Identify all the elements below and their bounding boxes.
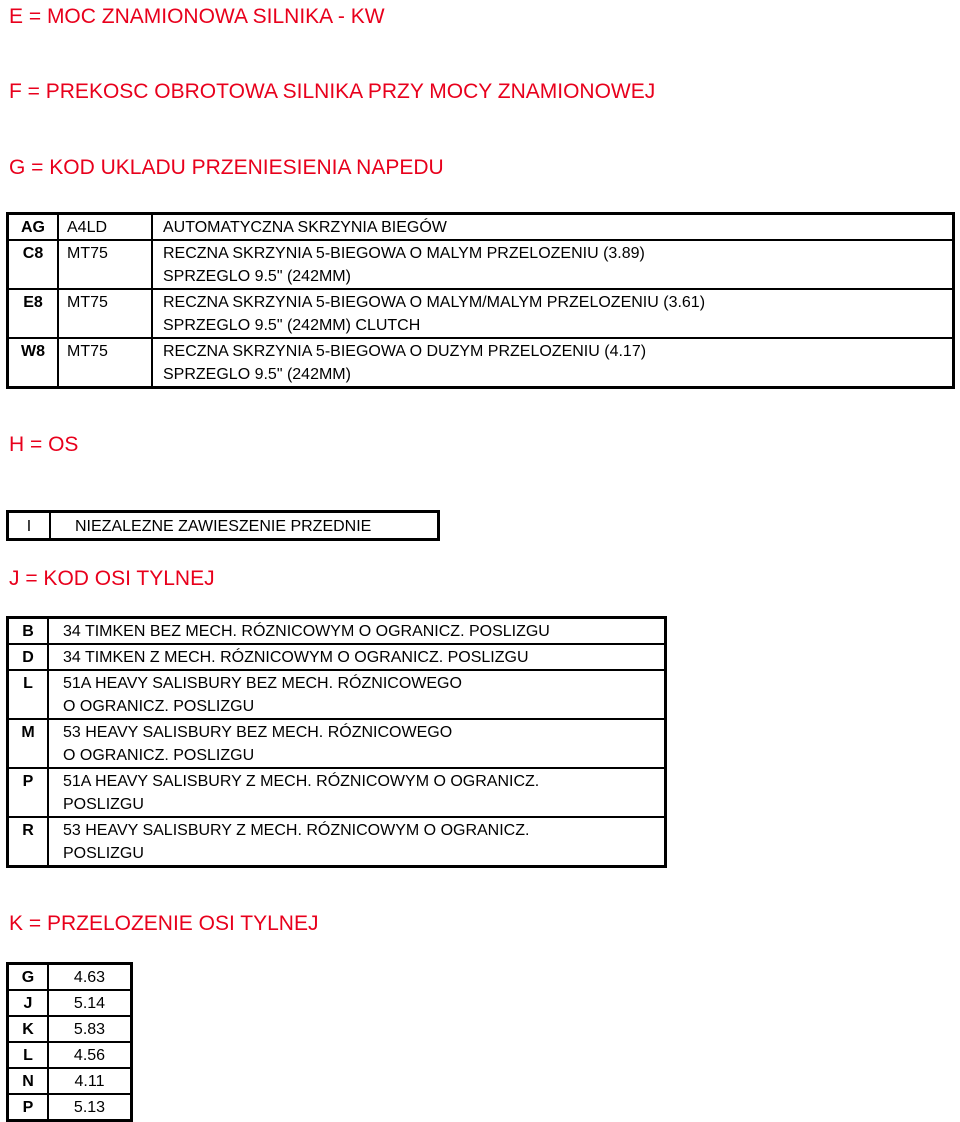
table-row xyxy=(8,670,666,719)
desc-line1: 34 TIMKEN BEZ MECH. RÓZNICOWYM O OGRANICZ. POSLIZGU xyxy=(63,623,550,640)
heading-j: J = KOD OSI TYLNEJ xyxy=(9,567,215,590)
rear-axle-desc xyxy=(48,618,666,645)
rear-axle-desc xyxy=(48,670,666,719)
rear-axle-table xyxy=(6,616,667,868)
desc-line1: AUTOMATYCZNA SKRZYNIA BIEGÓW xyxy=(163,219,447,236)
heading-g: G = KOD UKLADU PRZENIESIENIA NAPEDU xyxy=(9,156,444,179)
rear-axle-desc xyxy=(48,719,666,768)
ratio-value: 4.63 xyxy=(73,969,106,986)
desc-line1: 53 HEAVY SALISBURY Z MECH. RÓZNICOWYM O OGRANICZ. xyxy=(63,822,530,839)
table-row xyxy=(8,1042,132,1068)
desc-line1: 34 TIMKEN Z MECH. RÓZNICOWYM O OGRANICZ. POSLIZGU xyxy=(63,649,529,666)
rear-axle-code: D xyxy=(8,644,49,670)
desc-line2: SPRZEGLO 9.5" (242MM) xyxy=(163,268,351,285)
table-row xyxy=(8,1016,132,1042)
rear-axle-desc xyxy=(48,817,666,867)
desc-line2: SPRZEGLO 9.5" (242MM) CLUTCH xyxy=(163,317,421,334)
table-row xyxy=(8,719,666,768)
desc-line1: RECZNA SKRZYNIA 5-BIEGOWA O MALYM/MALYM PRZELOZENIU (3.61) xyxy=(163,294,706,311)
table-row xyxy=(8,990,132,1016)
table-row xyxy=(8,240,954,289)
ratio-code: P xyxy=(8,1094,49,1121)
table-row xyxy=(8,338,954,388)
table-row xyxy=(8,618,666,645)
table-row xyxy=(8,768,666,817)
desc-line1: 51A HEAVY SALISBURY BEZ MECH. RÓZNICOWEGO xyxy=(63,675,462,692)
desc-line1: RECZNA SKRZYNIA 5-BIEGOWA O MALYM PRZELOZENIU (3.89) xyxy=(163,245,645,262)
transmission-table xyxy=(6,212,955,389)
rear-axle-code: R xyxy=(8,817,49,867)
table-row xyxy=(8,964,132,991)
transmission-model: MT75 xyxy=(58,338,152,388)
ratio-value: 4.11 xyxy=(48,1068,132,1094)
transmission-desc xyxy=(152,289,954,338)
ratio-code: G xyxy=(8,964,49,991)
ratio-value: 5.83 xyxy=(48,1016,132,1042)
heading-e: E = MOC ZNAMIONOWA SILNIKA - KW xyxy=(9,5,385,28)
desc-line1: 53 HEAVY SALISBURY BEZ MECH. RÓZNICOWEGO xyxy=(63,724,453,741)
transmission-model: A4LD xyxy=(58,214,152,241)
transmission-desc xyxy=(152,240,954,289)
axle-desc: NIEZALEZNE ZAWIESZENIE PRZEDNIE xyxy=(75,518,372,535)
rear-axle-code: L xyxy=(8,670,49,719)
heading-f: F = PREKOSC OBROTOWA SILNIKA PRZY MOCY ZNAMIONOWEJ xyxy=(9,80,656,103)
transmission-desc xyxy=(152,338,954,388)
ratio-code: N xyxy=(8,1068,49,1094)
rear-axle-code: P xyxy=(8,768,49,817)
table-row xyxy=(8,214,954,241)
table-row xyxy=(8,1094,132,1121)
desc-line2: O OGRANICZ. POSLIZGU xyxy=(63,698,255,715)
desc-line2: POSLIZGU xyxy=(63,845,144,862)
transmission-code: W8 xyxy=(8,338,59,388)
table-row xyxy=(8,512,439,540)
transmission-model: MT75 xyxy=(58,240,152,289)
ratio-value: 5.13 xyxy=(48,1094,132,1121)
ratio-table xyxy=(6,962,133,1122)
transmission-desc xyxy=(152,214,954,241)
ratio-code: J xyxy=(8,990,49,1016)
desc-line1: RECZNA SKRZYNIA 5-BIEGOWA O DUZYM PRZELOZENIU (4.17) xyxy=(163,343,647,360)
desc-line2: O OGRANICZ. POSLIZGU xyxy=(63,747,255,764)
ratio-value: 4.56 xyxy=(48,1042,132,1068)
table-row xyxy=(8,1068,132,1094)
desc-line2: POSLIZGU xyxy=(63,796,144,813)
transmission-code: C8 xyxy=(8,240,59,289)
desc-line2: SPRZEGLO 9.5" (242MM) xyxy=(163,366,351,383)
ratio-code: K xyxy=(8,1016,49,1042)
rear-axle-code: B xyxy=(8,618,49,645)
ratio-value: 5.14 xyxy=(48,990,132,1016)
heading-k: K = PRZELOZENIE OSI TYLNEJ xyxy=(9,912,319,935)
rear-axle-code: M xyxy=(8,719,49,768)
transmission-code: AG xyxy=(8,214,59,241)
transmission-code: E8 xyxy=(8,289,59,338)
table-row xyxy=(8,289,954,338)
axle-table xyxy=(6,510,440,541)
rear-axle-desc xyxy=(48,644,666,670)
ratio-code: L xyxy=(8,1042,49,1068)
transmission-model: MT75 xyxy=(58,289,152,338)
table-row xyxy=(8,817,666,867)
table-row xyxy=(8,644,666,670)
axle-code: I xyxy=(8,512,51,540)
desc-line1: 51A HEAVY SALISBURY Z MECH. RÓZNICOWYM O OGRANICZ. xyxy=(63,773,540,790)
rear-axle-desc xyxy=(48,768,666,817)
heading-h: H = OS xyxy=(9,433,79,456)
